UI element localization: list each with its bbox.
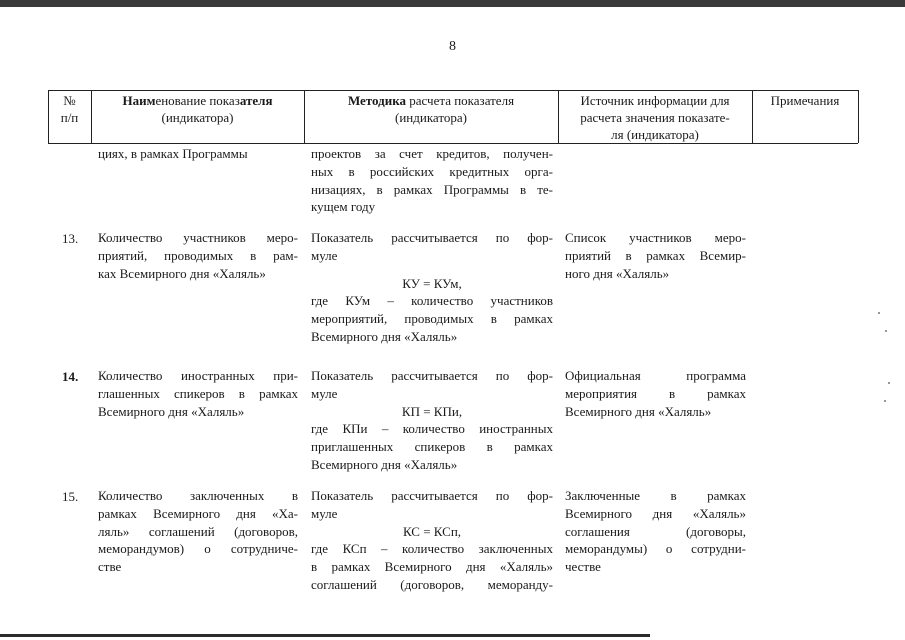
continuation-name: циях, в рамках Программы	[98, 146, 248, 161]
scan-edge-bottom	[0, 634, 650, 637]
page-number: 8	[449, 39, 456, 54]
row-13-source: Список участников меро- приятий в рамках Всемир- ного дня «Халяль»	[565, 230, 746, 281]
header-col-name: Наименование показателя (индикатора)	[122, 93, 273, 125]
row-number: 15.	[62, 489, 79, 504]
row-14-method: Показатель рассчитывается по фор- муле КП = КПи, где КПи – количество иностранных приглашенных спикеров в рамках Всемирного дня «Халяль»	[311, 368, 553, 472]
scan-edge-top	[0, 0, 905, 7]
scan-speck	[888, 382, 890, 384]
row-13-name: Количество участников меро- приятий, проводимых в рам- ках Всемирного дня «Халяль»	[98, 230, 298, 281]
header-col-number: № п/п	[60, 93, 79, 125]
table-header-top-rule	[48, 90, 858, 91]
row-13-method: Показатель рассчитывается по фор- муле КУ = КУм, где КУм – количество участников мероприятий, проводимых в рамках Всемирного дня «Халяль»	[311, 230, 553, 344]
table-header-bottom-rule	[48, 143, 858, 144]
table-border-right	[858, 90, 859, 143]
header-col-notes: Примечания	[770, 93, 840, 108]
header-col-source: Источник информации для расчета значения показате- ля (индикатора)	[580, 93, 730, 142]
header-col-method: Методика расчета показателя (индикатора)	[347, 93, 515, 125]
row-number: 14.	[62, 369, 79, 384]
row-15-method: Показатель рассчитывается по фор- муле КС = КСп, где КСп – количество заключенных в рамках Всемирного дня «Халяль» соглашений (договоров, меморанду-	[311, 488, 553, 592]
row-number: 13.	[62, 231, 79, 246]
row-15-name: Количество заключенных в рамках Всемирного дня «Ха- ляль» соглашений (договоров, меморандумов) о сотрудниче- стве	[98, 488, 298, 575]
scan-speck	[884, 400, 886, 402]
row-14-name: Количество иностранных при- глашенных спикеров в рамках Всемирного дня «Халяль»	[98, 368, 298, 419]
continuation-method: проектов за счет кредитов, получен- ных в российских кредитных орга- низациях, в рамках Программы в те- кущем году	[311, 146, 553, 215]
row-15-source: Заключенные в рамках Всемирного дня «Халяль» соглашения (договоры, меморандумы) о сотрудни- честве	[565, 488, 746, 575]
scan-speck	[878, 312, 880, 314]
row-14-source: Официальная программа мероприятия в рамках Всемирного дня «Халяль»	[565, 368, 746, 419]
scan-speck	[885, 330, 887, 332]
